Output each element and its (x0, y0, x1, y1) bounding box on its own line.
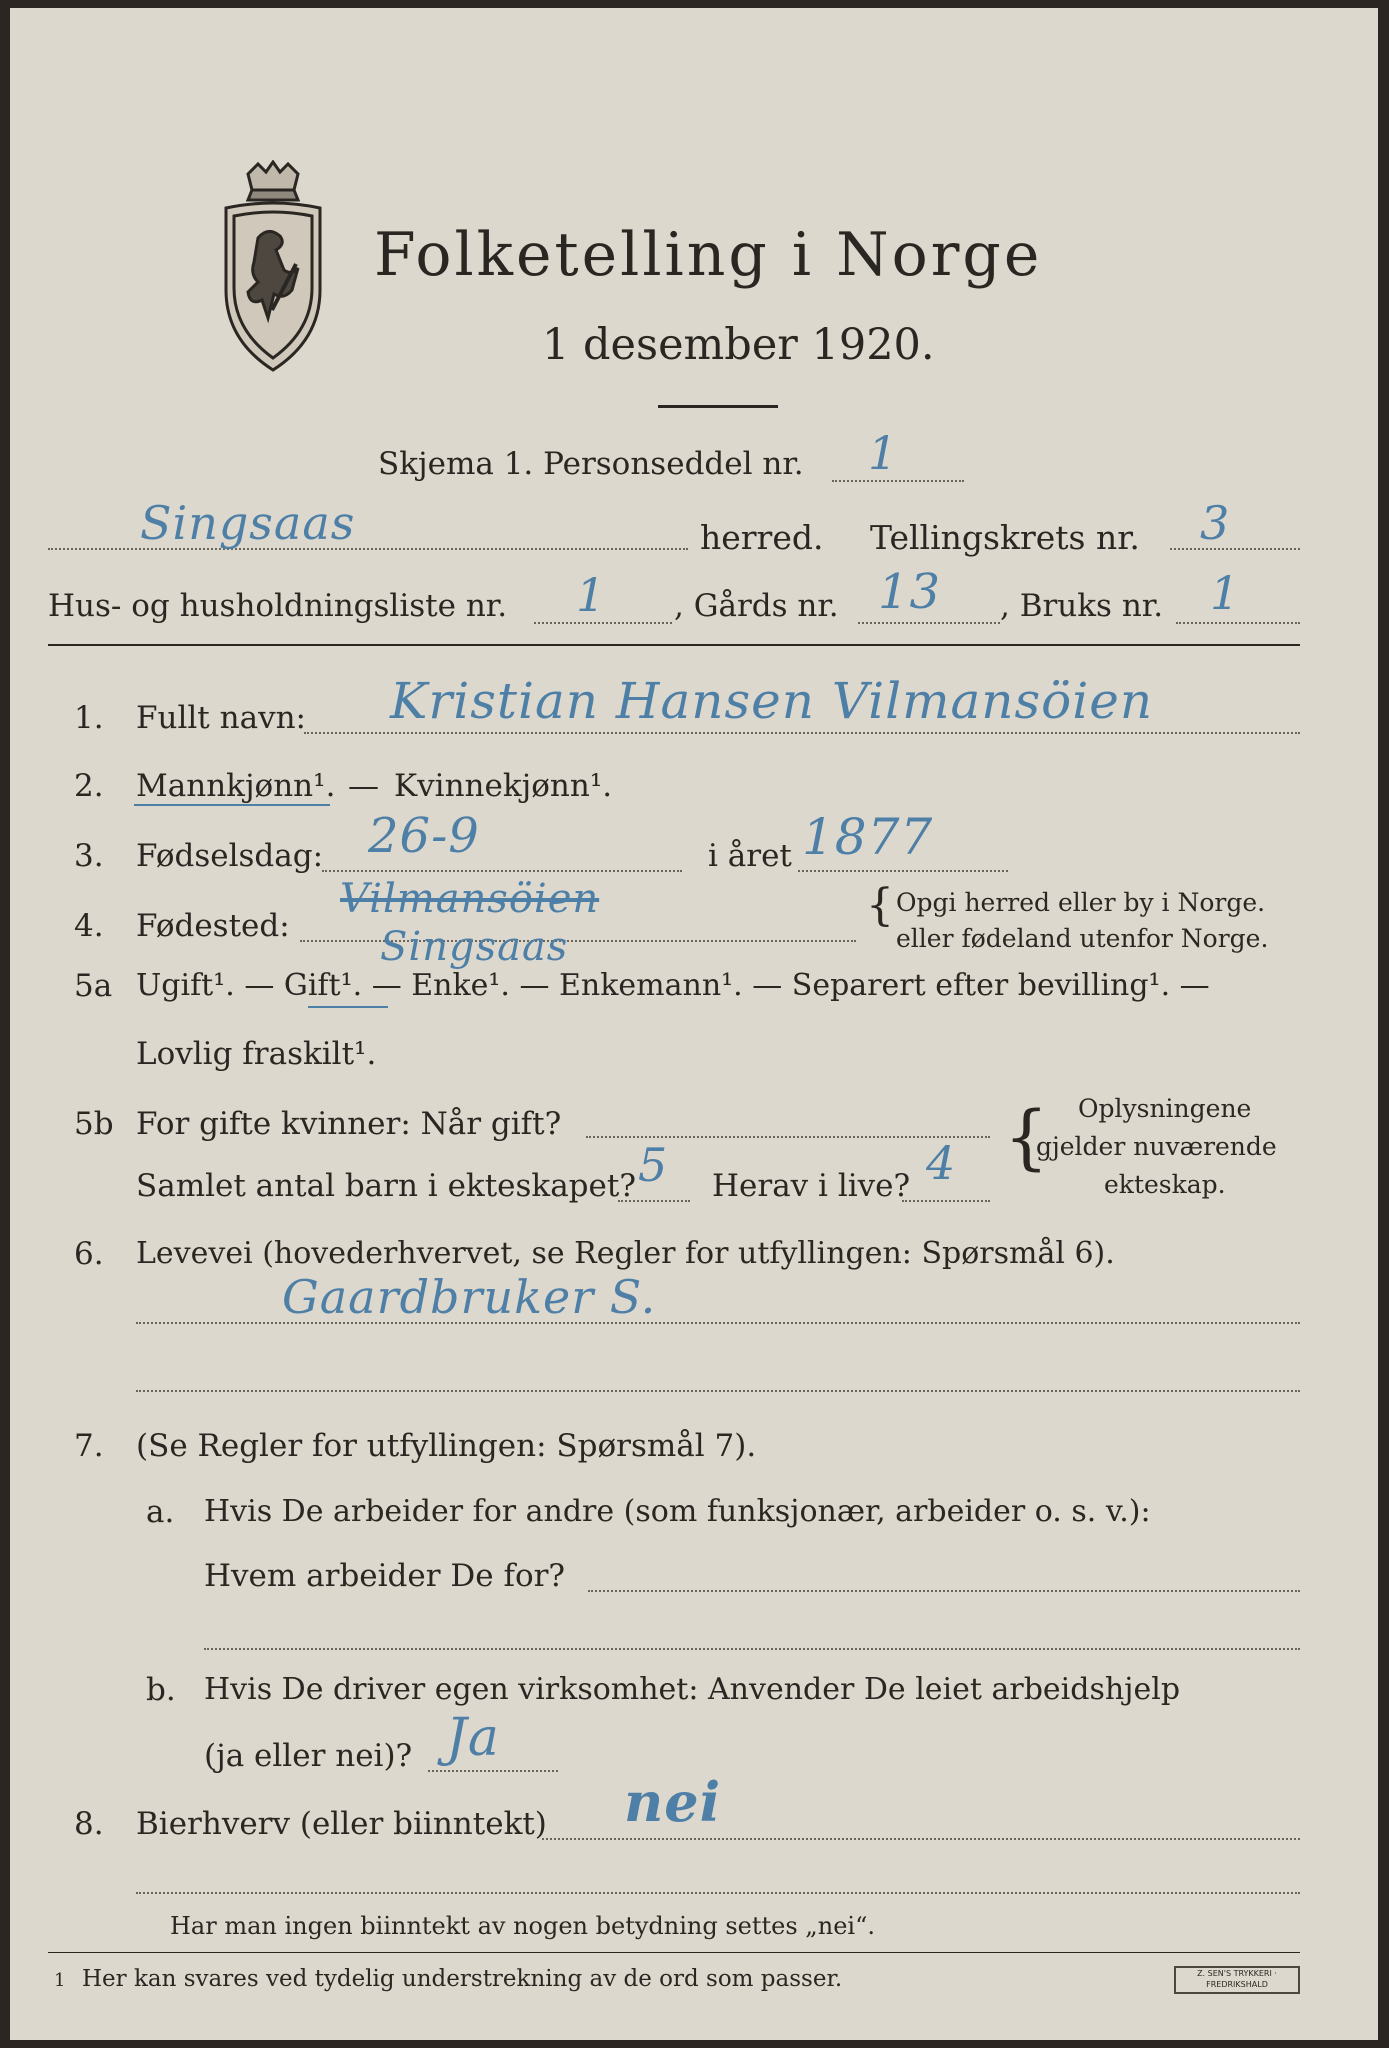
herred-value: Singsaas (140, 496, 356, 550)
q2-female: Kvinnekjønn¹. (394, 768, 613, 804)
footnote-mark: 1 (54, 1970, 66, 1991)
bruks-label: , Bruks nr. (1000, 588, 1164, 624)
q1-label: Fullt navn: (136, 700, 306, 736)
q7b-line2: (ja eller nei)? (204, 1738, 413, 1774)
q3-year-dots (798, 870, 1008, 872)
q4-value: Singsaas (380, 924, 569, 970)
footnote-text: Her kan svares ved tydelig understrekning av de ord som passer. (82, 1966, 843, 1992)
census-form (10, 8, 1378, 2040)
q8-dots-1 (542, 1838, 1300, 1840)
q8-value: nei (624, 1770, 722, 1834)
q7b-line1: Hvis De driver egen virksomhet: Anvender De leiet arbeidshjelp (204, 1672, 1181, 1707)
q5b-note1: Oplysningene (1078, 1094, 1252, 1123)
q1-value: Kristian Hansen Vilmansöien (390, 672, 1154, 730)
gards-label: , Gårds nr. (674, 588, 839, 624)
q4-note2: eller fødeland utenfor Norge. (896, 924, 1269, 953)
tellingskrets-dots (1170, 548, 1300, 550)
q6-number: 6. (74, 1236, 104, 1272)
q7-number: 7. (74, 1428, 104, 1464)
q3-year-value: 1877 (802, 808, 934, 866)
q5b-number: 5b (74, 1106, 114, 1142)
q6-dots-1 (136, 1322, 1300, 1324)
q4-label: Fødested: (136, 908, 290, 944)
q3-value: 26-9 (368, 808, 480, 864)
q4-number: 4. (74, 908, 104, 944)
header-rule (48, 644, 1300, 646)
title-divider (658, 405, 778, 408)
q5b-alive-value: 4 (926, 1136, 957, 1190)
q4-brace: { (866, 880, 894, 931)
form-date: 1 desember 1920. (542, 320, 935, 370)
q5a-gift-underline (308, 1006, 388, 1008)
q2-number: 2. (74, 768, 104, 804)
q2-male: Mannkjønn¹. (136, 768, 336, 804)
household-label: Hus- og husholdningsliste nr. (48, 588, 508, 624)
q2-male-underline (134, 804, 330, 806)
gards-value: 13 (878, 564, 942, 620)
q5b-children-dots (618, 1200, 690, 1202)
q5b-brace: { (1004, 1096, 1049, 1178)
q7-label: (Se Regler for utfyllingen: Spørsmål 7). (136, 1428, 757, 1464)
q5b-alive-label: Herav i live? (712, 1168, 911, 1204)
form-title: Folketelling i Norge (374, 220, 1043, 290)
q1-dots (304, 732, 1300, 734)
q3-year-label: i året (708, 838, 792, 874)
tellingskrets-value: 3 (1200, 496, 1231, 550)
q5a-number: 5a (74, 968, 113, 1004)
printer-stamp: Z. SEN'S TRYKKERI · FREDRIKSHALD (1174, 1966, 1300, 1994)
q1-number: 1. (74, 700, 104, 736)
schema-dots (832, 480, 964, 482)
q8-note: Har man ingen biinntekt av nogen betydning settes „nei“. (170, 1912, 875, 1940)
schema-label: Skjema 1. Personseddel nr. (378, 446, 804, 482)
q7b-dots (428, 1770, 558, 1772)
q5b-children-value: 5 (638, 1138, 669, 1192)
footnote-rule (48, 1952, 1300, 1953)
household-dots (534, 622, 672, 624)
q5b-label2: Samlet antal barn i ekteskapet? (136, 1168, 636, 1204)
q5b-alive-dots (902, 1200, 990, 1202)
bruks-dots (1176, 622, 1300, 624)
q6-value: Gaardbruker S. (282, 1270, 657, 1324)
q5a-line2: Lovlig fraskilt¹. (136, 1036, 377, 1072)
q7a-line2: Hvem arbeider De for? (204, 1558, 566, 1594)
q7a-number: a. (146, 1494, 175, 1530)
herred-label: herred. (700, 518, 824, 557)
q3-number: 3. (74, 838, 104, 874)
q6-label: Levevei (hovederhvervet, se Regler for utfyllingen: Spørsmål 6). (136, 1236, 1115, 1271)
q2-separator: — (348, 768, 379, 804)
household-value: 1 (576, 568, 607, 622)
norwegian-coat-of-arms-icon (208, 160, 338, 375)
q7a-line1: Hvis De arbeider for andre (som funksjonær, arbeider o. s. v.): (204, 1494, 1151, 1529)
schema-value: 1 (868, 426, 899, 480)
q3-label: Fødselsdag: (136, 838, 324, 874)
q5b-note2: gjelder nuværende (1036, 1132, 1277, 1161)
q7a-dots-2 (204, 1648, 1300, 1650)
q7a-dots-1 (588, 1590, 1300, 1592)
q5b-note3: ekteskap. (1104, 1170, 1226, 1199)
q8-label: Bierhverv (eller biinntekt) (136, 1806, 547, 1842)
bruks-value: 1 (1210, 566, 1241, 620)
q5b-label1: For gifte kvinner: Når gift? (136, 1106, 562, 1142)
q8-number: 8. (74, 1806, 104, 1842)
q4-note1: Opgi herred eller by i Norge. (896, 888, 1266, 917)
q6-dots-2 (136, 1390, 1300, 1392)
q8-dots-2 (136, 1892, 1300, 1894)
q7b-value: Ja (446, 1708, 500, 1768)
tellingskrets-label: Tellingskrets nr. (870, 518, 1140, 557)
q3-dots (322, 870, 682, 872)
q7b-number: b. (146, 1672, 176, 1708)
q5a-line1: Ugift¹. — Gift¹. — Enke¹. — Enkemann¹. — Separert efter bevilling¹. — (136, 968, 1210, 1003)
gards-dots (858, 622, 1000, 624)
q4-value-struck: Vilmansöien (340, 876, 600, 922)
